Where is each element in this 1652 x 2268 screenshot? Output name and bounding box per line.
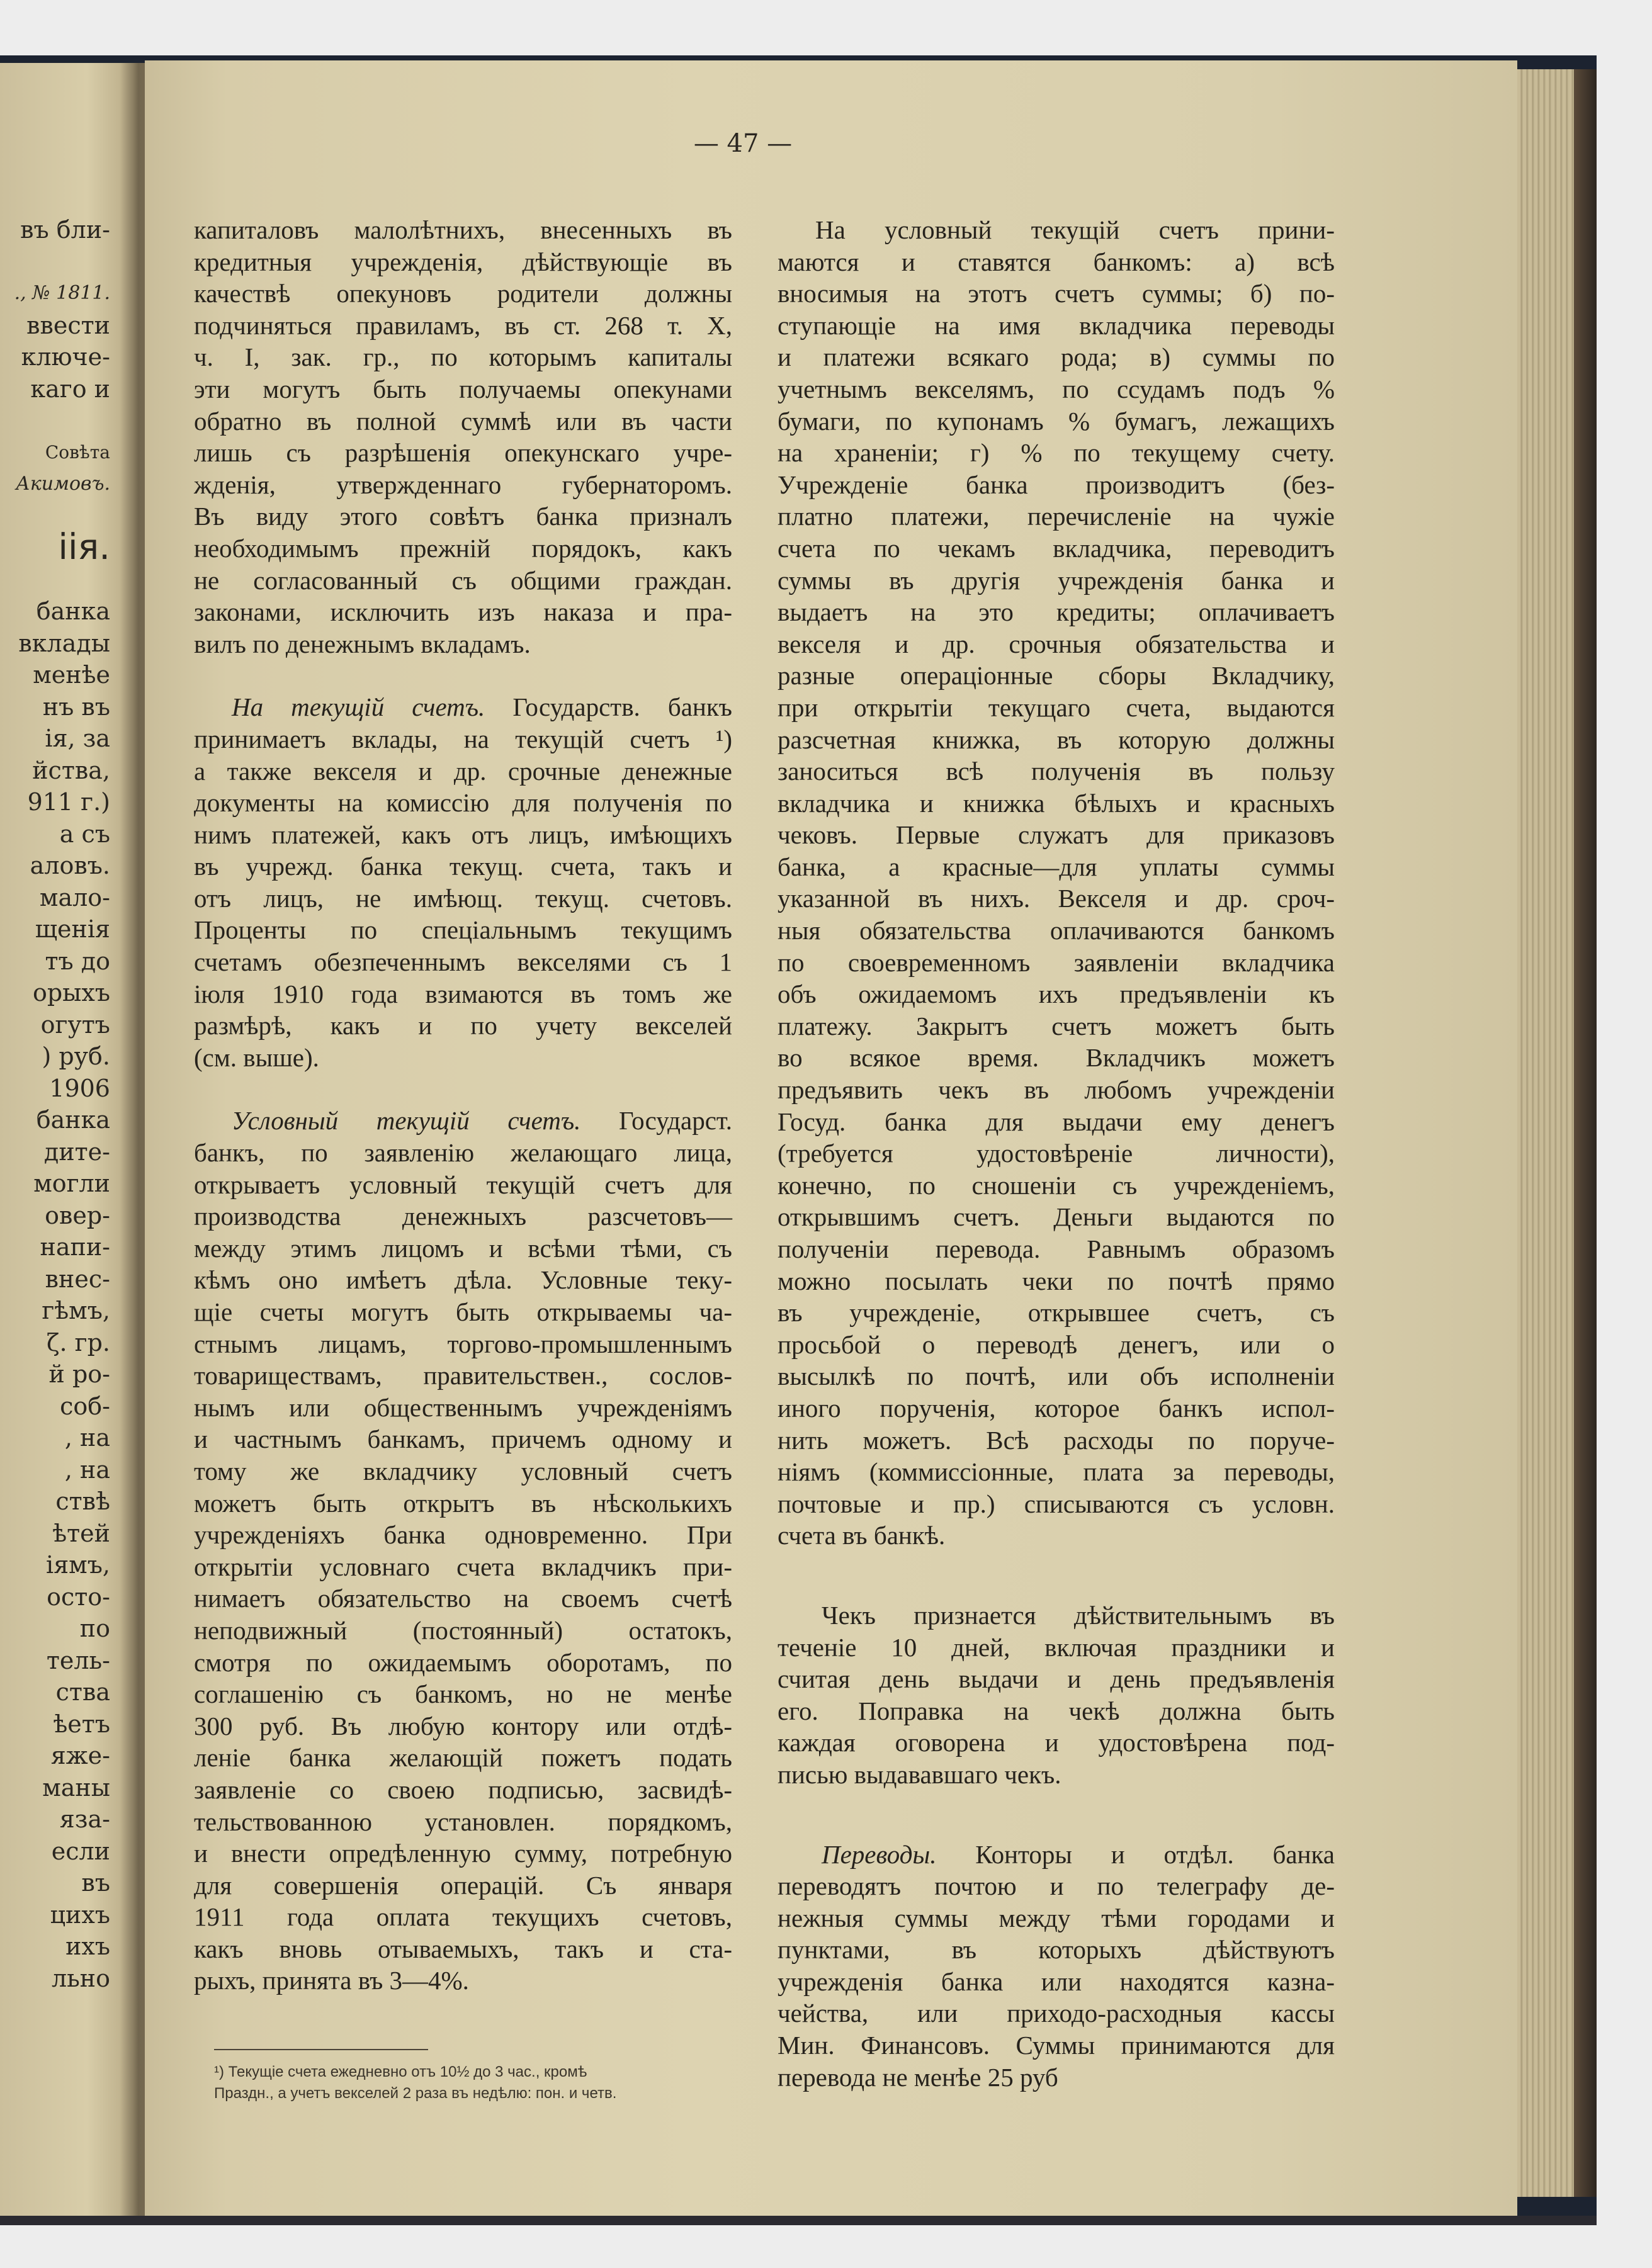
- left-page-fragment: аловъ.: [30, 852, 110, 879]
- text-line: вилъ по денежнымъ вкладамъ.: [194, 629, 531, 658]
- heading-transfers: Переводы.: [822, 1839, 937, 1869]
- left-page-fragment: каго и: [30, 375, 110, 403]
- left-page-fragment: по: [79, 1615, 110, 1642]
- text-line: пунктами, въ которыхъ дѣйствуютъ: [778, 1935, 1335, 1965]
- text-line: во всякое время. Вкладчикъ можетъ: [778, 1043, 1335, 1073]
- text-line: открываетъ условный текущій счетъ для: [194, 1170, 732, 1199]
- text-line: іюля 1910 года взимаются въ томъ же: [194, 979, 732, 1008]
- text-line: каждая оговорена и удостовѣрена под-: [778, 1728, 1335, 1757]
- text-line: нимъ платежей, какъ отъ лицъ, имѣющихъ: [194, 820, 732, 849]
- left-page-fragment: мало-: [39, 883, 110, 911]
- text-line: кредитныя учрежденія, дѣйствующіе въ: [194, 247, 732, 276]
- left-page-fragment: [0, 246, 110, 278]
- text-line: отъ лицъ, не имѣющ. текущ. счетовъ.: [194, 883, 732, 913]
- book-cover-edge: [1574, 69, 1597, 2197]
- text-line: между этимъ лицомъ и всѣми тѣми, съ: [194, 1233, 732, 1263]
- text-line: почтовые и пр.) списываются съ условн.: [778, 1489, 1335, 1518]
- left-page-fragment: вклады: [18, 629, 110, 657]
- text-line: эти могутъ быть получаемы опекунами: [194, 374, 732, 403]
- left-page-fragment: напи-: [40, 1233, 110, 1261]
- left-page-fragment: 1906: [49, 1074, 110, 1102]
- text-line: указанной въ нихъ. Векселя и др. сроч-: [778, 884, 1335, 913]
- text-line: счетамъ обезпеченнымъ векселями съ 1: [194, 947, 732, 977]
- text-line: бумаги, по купонамъ % бумагъ, лежащихъ: [778, 406, 1335, 436]
- text-line: нежныя суммы между тѣми городами и: [778, 1903, 1335, 1932]
- text-line: товариществамъ, правительствен., сослов-: [194, 1361, 732, 1391]
- text-line: учрежденія банка или находятся казна-: [778, 1966, 1335, 1996]
- text-line: чейства, или приходо-расходныя кассы: [778, 1999, 1335, 2028]
- text-line: и внести опредѣленную сумму, потребную: [194, 1839, 732, 1868]
- left-page-fragment: Акимовъ.: [16, 473, 110, 495]
- text-line: ніямъ (коммиссіонные, плата за переводы,: [778, 1457, 1335, 1487]
- paragraph-current-account: [194, 691, 732, 1073]
- text-line: капиталовъ малолѣтнихъ, внесенныхъ въ: [194, 215, 732, 244]
- paragraph-transfers: [778, 1839, 1335, 2094]
- text-line: учетнымъ векселямъ, по ссудамъ подъ %: [778, 374, 1335, 403]
- text-line: переводятъ почтою и по телеграфу де-: [778, 1871, 1335, 1901]
- text-line: щіе счеты могутъ быть открываемы ча-: [194, 1297, 732, 1326]
- text-line: счета по чекамъ вкладчика, переводитъ: [778, 533, 1335, 563]
- text-line: конечно, по сношеніи съ учрежденіемъ,: [778, 1170, 1335, 1200]
- paragraph-conditional-account: [194, 1105, 732, 1997]
- left-page-fragment: орыхъ: [32, 979, 110, 1007]
- left-page-fragment: ства: [55, 1678, 110, 1706]
- text-line: писью выдававшаго чекъ.: [778, 1759, 1061, 1789]
- text-line: вносимыя на этотъ счетъ суммы; б) по-: [778, 279, 1335, 308]
- left-page-fragment: если: [51, 1837, 110, 1865]
- text-line: открывшимъ счетъ. Деньги выдаются по: [778, 1202, 1335, 1232]
- text-line: учрежденіяхъ банка одновременно. При: [194, 1520, 732, 1550]
- left-page-fragment: льно: [51, 1964, 110, 1992]
- text-line: его. Поправка на чекѣ должна быть: [778, 1696, 1335, 1725]
- text-line: платежу. Закрытъ счетъ можетъ быть: [778, 1011, 1335, 1041]
- text-line: можно посылать чеки по почтѣ прямо: [778, 1266, 1335, 1295]
- left-page-fragment: банка: [36, 597, 110, 625]
- text-line: рыхъ, принята въ 3—4%.: [194, 1966, 469, 1995]
- left-page-fragment: соб-: [60, 1392, 110, 1420]
- left-page-fragment: тъ до: [45, 947, 110, 975]
- left-page-fragment: гѣмъ,: [42, 1297, 110, 1324]
- page-number: — 47 —: [693, 129, 793, 158]
- left-page-fragment: ключе-: [21, 343, 110, 371]
- text-line: разсчетная книжка, въ которую должны: [778, 725, 1335, 754]
- text-line: для совершенія операцій. Съ января: [194, 1870, 732, 1900]
- text-line: банка, а красные—для уплаты суммы: [778, 852, 1335, 881]
- text-line: принимаетъ вклады, на текущій счетъ ¹): [194, 724, 732, 753]
- left-page-fragment: цихъ: [50, 1900, 110, 1929]
- text-line: въ учрежд. банка текущ. счета, такъ и: [194, 852, 732, 881]
- left-page-fragment: внес-: [45, 1265, 110, 1293]
- left-page-fragment: , на: [64, 1424, 110, 1452]
- text-line: счета въ банкѣ.: [778, 1521, 946, 1550]
- left-page-fragment: банка: [36, 1106, 110, 1134]
- text-line: тельствованною установлен. порядкомъ,: [194, 1807, 732, 1836]
- text-line: неподвижный (постоянный) остатокъ,: [194, 1615, 732, 1645]
- paragraph-deposits-minors: [194, 214, 732, 660]
- left-page-fragment: [0, 405, 110, 437]
- left-column: [194, 214, 732, 1997]
- text-line: нить можетъ. Всѣ расходы по поруче-: [778, 1425, 1335, 1455]
- text-line: леніе банка желающій пожетъ подать: [194, 1743, 732, 1773]
- text-line: выдаетъ на это кредиты; оплачиваетъ: [778, 597, 1335, 627]
- text-line: объ ожидаемомъ ихъ предъявленіи къ: [778, 979, 1335, 1009]
- text-line: 1911 года оплата текущихъ счетовъ,: [194, 1902, 732, 1932]
- text-line: по своевременномъ заявленіи вкладчика: [778, 947, 1335, 977]
- left-page-fragment: іямъ,: [46, 1551, 110, 1579]
- text-line: лишь съ разрѣшенія опекунскаго учре-: [194, 438, 732, 468]
- left-page-fragment: огутъ: [40, 1010, 110, 1039]
- text-line: соглашенію съ банкомъ, но не менѣе: [194, 1679, 732, 1709]
- text-line: чековъ. Первые служатъ для приказовъ: [778, 820, 1335, 850]
- left-page-fragment: въ бли-: [20, 216, 110, 244]
- left-page-fragment: маны: [42, 1773, 110, 1802]
- left-page-fragment: дите-: [43, 1137, 110, 1166]
- left-page-fragment: яже-: [50, 1742, 110, 1769]
- footnote-rule: [214, 2049, 428, 2050]
- text-line: Чекъ признается дѣйствительнымъ въ: [822, 1600, 1335, 1630]
- left-page-fragment: Совѣта: [45, 441, 110, 463]
- left-page-fragment: іія.: [58, 527, 110, 568]
- left-page-fragment: 911 г.): [27, 788, 110, 816]
- text-line: можетъ быть открытъ въ нѣсколькихъ: [194, 1488, 732, 1518]
- photo-bottom-edge: [0, 2216, 1597, 2225]
- text-line: высылкѣ по почтѣ, или объ исполненіи: [778, 1362, 1335, 1391]
- text-line: Проценты по спеціальнымъ текущимъ: [194, 915, 732, 945]
- text-line: 300 руб. Въ любую контору или отдѣ-: [194, 1711, 732, 1740]
- left-page-fragment: ζ. гр.: [46, 1328, 110, 1357]
- left-page-fragment: ихъ: [65, 1932, 110, 1960]
- text-line: вкладчика и книжка бѣлыхъ и красныхъ: [778, 788, 1335, 818]
- text-line: (см. выше).: [194, 1042, 319, 1072]
- text-line: ступающіе на имя вкладчика переводы: [778, 310, 1335, 340]
- text-run: Конторы и отдѣл. банка: [936, 1839, 1335, 1869]
- text-line: (требуется удостовѣреніе личности),: [778, 1139, 1335, 1168]
- left-page-fragment: йства,: [32, 756, 110, 784]
- left-page-fragment: [0, 564, 110, 596]
- text-line: На условный текущій счетъ прини-: [815, 215, 1335, 244]
- left-page-fragment: въ: [81, 1869, 110, 1897]
- text-line: векселя и др. срочныя обязательства и: [778, 629, 1335, 658]
- text-line: заноситься всѣ полученія въ пользу: [778, 757, 1335, 786]
- text-line: открытіи условнаго счета вкладчикъ при-: [194, 1552, 732, 1581]
- left-page-fragment: а съ: [59, 820, 110, 848]
- text-line: не согласованный съ общими граждан.: [194, 565, 732, 595]
- heading-conditional-account: Условный текущій счетъ.: [232, 1106, 581, 1136]
- text-line: разные операціонные сборы Вкладчику,: [778, 661, 1335, 691]
- text-line: качествѣ опекуновъ родители должны: [194, 279, 732, 308]
- text-line: жденія, утвержденнаго губернаторомъ.: [194, 470, 732, 499]
- left-page-fragment: й ро-: [48, 1360, 110, 1388]
- text-line: маются и ставятся банкомъ: а) всѣ: [778, 247, 1335, 276]
- text-line: ч. I, зак. гр., по которымъ капиталы: [194, 342, 732, 372]
- text-line: документы на комиссію для полученія по: [194, 788, 732, 818]
- left-page-text: [0, 214, 110, 1994]
- left-page-fragment: язa-: [59, 1805, 110, 1833]
- text-line: кѣмъ оно имѣетъ дѣла. Условные теку-: [194, 1265, 732, 1295]
- heading-current-account: На текущій счетъ.: [232, 692, 485, 722]
- text-line: какъ вновь отываемыхъ, такъ и ста-: [194, 1934, 732, 1963]
- text-line: при открытіи текущаго счета, выдаются: [778, 692, 1335, 722]
- text-line: Учрежденіе банка производитъ (без-: [778, 470, 1335, 499]
- text-line: размѣрѣ, какъ и по учету векселей: [194, 1011, 732, 1041]
- left-page-fragment: щенія: [35, 915, 110, 943]
- text-line: просьбой о переводѣ денегъ, или о: [778, 1329, 1335, 1359]
- text-line: тому же вкладчику условный счетъ: [194, 1456, 732, 1486]
- text-line: Госуд. банка для выдачи ему денегъ: [778, 1107, 1335, 1136]
- text-run: Государств. банкъ: [485, 692, 732, 722]
- left-page-fragment: ) руб.: [42, 1042, 110, 1070]
- text-line: теченіе 10 дней, включая праздники и: [778, 1632, 1335, 1662]
- footnote-line: Праздн., а учетъ векселей 2 раза въ недѣлю: пон. и четв.: [214, 2085, 617, 2102]
- text-line: и платежи всякаго рода; в) суммы по: [778, 342, 1335, 372]
- text-line: нимаетъ обязательство на своемъ счетѣ: [194, 1584, 732, 1613]
- text-line: Въ виду этого совѣтъ банка призналъ: [194, 502, 732, 531]
- text-line: ныя обязательства оплачиваются банкомъ: [778, 916, 1335, 945]
- right-column: [778, 214, 1335, 2093]
- left-page-fragment: тель-: [46, 1646, 110, 1674]
- left-page-fragment: овер-: [45, 1201, 110, 1229]
- text-line: иного порученія, которое банкъ испол-: [778, 1393, 1335, 1423]
- text-line: въ учрежденіе, открывшее счетъ, съ: [778, 1298, 1335, 1328]
- footnote: [214, 2062, 749, 2104]
- text-line: Мин. Финансовъ. Суммы принимаются для: [778, 2031, 1335, 2060]
- left-page-fragment: ствѣ: [55, 1487, 110, 1515]
- text-line: необходимымъ прежній порядокъ, какъ: [194, 533, 732, 563]
- text-line: считая день выдачи и день предъявленія: [778, 1664, 1335, 1694]
- left-page-fragment: ѣетъ: [53, 1710, 110, 1738]
- text-line: суммы въ другія учрежденія банка и: [778, 565, 1335, 595]
- text-line: стнымъ лицамъ, торгово-промышленнымъ: [194, 1329, 732, 1358]
- left-page-fragment: ѣтей: [52, 1519, 110, 1547]
- left-page-fragment: ввести: [26, 311, 110, 339]
- left-page-fragment: нъ въ: [42, 692, 110, 721]
- footnote-line: ¹) Текущіе счета ежедневно отъ 10½ до 3 час., кромѣ: [214, 2063, 587, 2080]
- text-run: Государст.: [580, 1106, 732, 1136]
- text-line: производства денежныхъ разсчетовъ—: [194, 1202, 732, 1231]
- left-page-fragment: ., № 1811.: [14, 282, 110, 304]
- left-page-fragment: могли: [33, 1170, 110, 1197]
- text-line: и частнымъ банкамъ, причемъ одному и: [194, 1425, 732, 1454]
- text-line: законами, исключить изъ наказа и пра-: [194, 597, 732, 627]
- text-line: смотря по ожидаемымъ оборотамъ, по: [194, 1647, 732, 1677]
- text-line: предъявить чекъ въ любомъ учрежденіи: [778, 1075, 1335, 1105]
- text-line: а также векселя и др. срочные денежные: [194, 756, 732, 786]
- text-line: полученіи перевода. Равнымъ образомъ: [778, 1234, 1335, 1263]
- text-line: обратно въ полной суммѣ или въ части: [194, 406, 732, 436]
- left-page-fragment: , на: [64, 1455, 110, 1484]
- text-line: банкъ, по заявленію желающаго лица,: [194, 1138, 732, 1168]
- text-line: заявленіе со своею подписью, засвидѣ-: [194, 1774, 732, 1804]
- paragraph-cheque-validity: [778, 1599, 1335, 1791]
- left-page-fragment: менѣе: [33, 661, 110, 689]
- text-line: перевода не менѣе 25 руб: [778, 2062, 1058, 2092]
- paragraph-conditional-deposits: [778, 214, 1335, 1552]
- left-page-fragment: ія, за: [45, 725, 110, 752]
- text-line: нымъ или общественнымъ учрежденіямъ: [194, 1392, 732, 1422]
- text-line: на храненіи; г) % по текущему счету.: [778, 438, 1335, 468]
- text-line: подчиняться правиламъ, въ ст. 268 т. X,: [194, 310, 732, 340]
- text-line: платно платежи, перечисленіе на чужіе: [778, 502, 1335, 531]
- left-page-fragment: осто-: [47, 1583, 110, 1611]
